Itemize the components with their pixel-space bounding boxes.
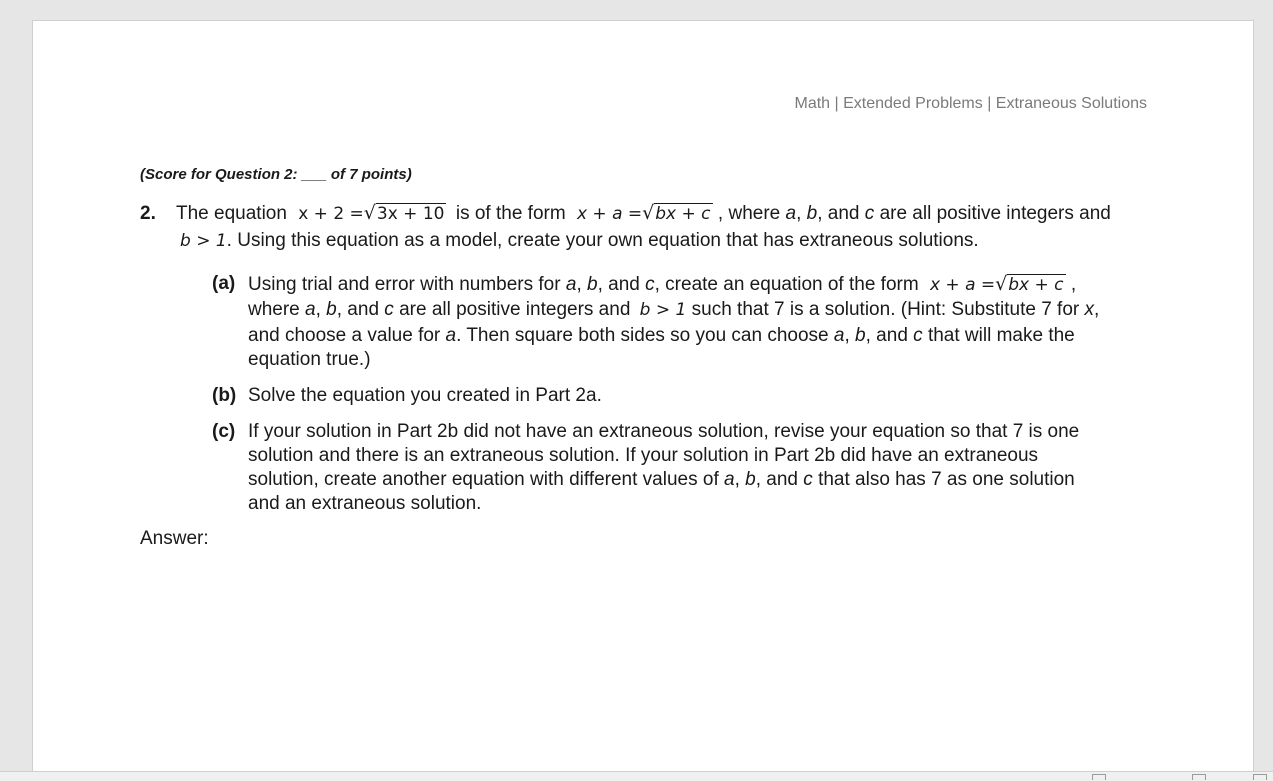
- question-text: are all positive integers and: [879, 203, 1111, 224]
- punct: ,: [1094, 299, 1100, 320]
- variable: c: [384, 299, 394, 320]
- part-c-line-2: solution and there is an extraneous solution. If your solution in Part 2b did have an extraneous: [248, 445, 1039, 466]
- variable: a: [785, 203, 797, 224]
- part-text: Using trial and error with numbers for: [248, 274, 561, 295]
- part-c-line-1: If your solution in Part 2b did not have an extraneous solution, revise your equation so that 7 is one: [248, 421, 1080, 442]
- part-text: solution, create another equation with different values of: [248, 469, 719, 490]
- variable: a: [565, 274, 577, 295]
- square-root: √bx + c: [995, 273, 1064, 295]
- form-equation: [577, 204, 718, 224]
- condition: b > 1: [639, 300, 687, 320]
- form-left-side: x + a =: [929, 275, 996, 295]
- variable: a: [724, 469, 735, 490]
- part-a-line-4: [248, 348, 371, 372]
- punct: , and: [817, 203, 860, 224]
- page-header: Math | Extended Problems | Extraneous Solutions: [794, 95, 1147, 112]
- question-line-1: [176, 201, 1111, 226]
- punct: ,: [315, 299, 321, 320]
- variable: c: [913, 325, 923, 346]
- part-c-label: (c): [212, 421, 236, 442]
- punct: ,: [844, 325, 850, 346]
- radicand: 3x + 10: [376, 204, 445, 224]
- form-left-side: x + a =: [576, 204, 643, 224]
- form-equation: [930, 275, 1071, 295]
- part-a-label: (a): [212, 273, 236, 294]
- part-c-line-3: [248, 468, 1075, 492]
- question-text: , where: [717, 203, 781, 224]
- given-equation: [298, 204, 452, 224]
- question-line-2: [180, 229, 979, 253]
- punct: ,: [734, 469, 740, 490]
- part-text: where: [248, 299, 300, 320]
- question-text: The equation: [176, 203, 287, 224]
- part-text: and choose a value for: [248, 325, 441, 346]
- part-b-text: Solve the equation you created in Part 2a.: [248, 385, 602, 406]
- square-root: √3x + 10: [363, 202, 445, 224]
- punct: , and: [865, 325, 908, 346]
- variable: a: [833, 325, 845, 346]
- reading-mode-icon[interactable]: [1192, 774, 1206, 780]
- punct: ,: [1070, 274, 1077, 295]
- equation-left-side: x + 2 =: [298, 204, 364, 224]
- part-text: are all positive integers and: [399, 299, 631, 320]
- punct: , and: [755, 469, 798, 490]
- part-text: equation true.): [248, 349, 371, 370]
- variable: b: [855, 325, 866, 346]
- punct: ,: [796, 203, 802, 224]
- condition: b > 1: [180, 231, 227, 251]
- web-layout-icon[interactable]: [1253, 774, 1267, 780]
- question-number: 2.: [140, 203, 156, 224]
- part-text: , create an equation of the form: [654, 274, 919, 295]
- variable: c: [803, 469, 813, 490]
- punct: ,: [576, 274, 582, 295]
- punct: , and: [336, 299, 380, 320]
- variable: a: [305, 299, 316, 320]
- variable: c: [645, 274, 655, 295]
- print-layout-icon[interactable]: [1092, 774, 1106, 780]
- variable: b: [745, 469, 756, 490]
- part-text: such that 7 is a solution. (Hint: Substitute 7 for: [691, 299, 1080, 320]
- variable: b: [326, 299, 337, 320]
- variable: b: [587, 274, 598, 295]
- part-text: that will make the: [927, 325, 1075, 346]
- part-b-label: (b): [212, 385, 237, 406]
- part-c-line-4: and an extraneous solution.: [248, 493, 482, 514]
- punct: , and: [597, 274, 640, 295]
- answer-label: Answer:: [140, 528, 209, 549]
- radicand: bx + c: [1008, 275, 1064, 295]
- part-a-line-1: [248, 272, 1076, 297]
- part-a-line-3: [248, 324, 1075, 348]
- document-page: [32, 20, 1254, 780]
- score-line: (Score for Question 2: ___ of 7 points): [140, 166, 412, 183]
- radicand: bx + c: [655, 204, 711, 224]
- variable: x: [1084, 299, 1094, 320]
- square-root: √bx + c: [642, 202, 711, 224]
- part-text: . Then square both sides so you can choose: [456, 325, 829, 346]
- part-text: that also has 7 as one solution: [818, 469, 1075, 490]
- variable: c: [864, 203, 875, 224]
- question-text: . Using this equation as a model, create your own equation that has extraneous solutions.: [226, 230, 979, 251]
- variable: b: [806, 203, 818, 224]
- question-text: is of the form: [455, 203, 566, 224]
- part-a-line-2: [248, 298, 1099, 322]
- variable: a: [445, 325, 457, 346]
